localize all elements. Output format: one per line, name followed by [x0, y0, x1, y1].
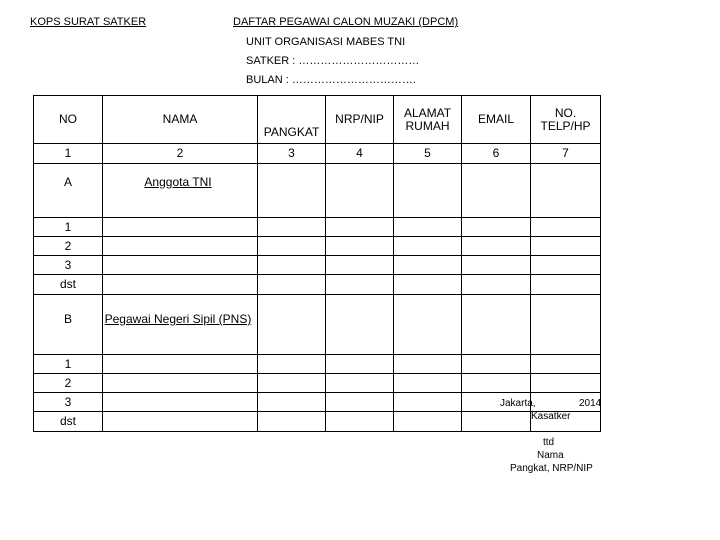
table-cell — [103, 256, 258, 275]
signature-role: Kasatker — [531, 411, 571, 422]
table-cell — [326, 218, 394, 237]
row-no: 3 — [34, 393, 103, 412]
col-number-7: 7 — [531, 144, 601, 164]
col-number-5: 5 — [394, 144, 462, 164]
col-number-2: 2 — [103, 144, 258, 164]
table-cell — [103, 237, 258, 256]
table-cell — [394, 355, 462, 374]
header-telp-line2: TELP/HP — [540, 118, 591, 133]
table-cell — [258, 164, 326, 218]
section-a-label: Anggota TNI — [144, 175, 212, 189]
table-cell — [531, 218, 601, 237]
table-row — [34, 256, 601, 275]
table-cell — [394, 164, 462, 218]
table-cell — [103, 412, 258, 432]
table-cell — [394, 275, 462, 295]
section-a-row — [34, 164, 601, 218]
table-cell — [326, 355, 394, 374]
table-cell — [326, 412, 394, 432]
table-cell — [326, 374, 394, 393]
header-email: EMAIL — [462, 96, 531, 144]
table-cell — [326, 256, 394, 275]
signature-rank: Pangkat, NRP/NIP — [510, 463, 593, 474]
table-cell — [462, 218, 531, 237]
dpcm-table — [33, 95, 601, 432]
header-telp — [531, 96, 601, 144]
table-cell — [258, 412, 326, 432]
table-cell — [258, 295, 326, 355]
col-number-4: 4 — [326, 144, 394, 164]
section-b-row — [34, 295, 601, 355]
table-cell — [462, 275, 531, 295]
table-cell — [531, 237, 601, 256]
bulan-field: BULAN : ……………………………. — [246, 74, 416, 86]
section-b-no: B — [34, 295, 103, 355]
kops-surat-satker: KOPS SURAT SATKER — [30, 16, 147, 28]
satker-field: SATKER : …………………………… — [246, 55, 420, 67]
table-cell — [258, 218, 326, 237]
table-cell — [531, 256, 601, 275]
signature-name: Nama — [537, 450, 564, 461]
table-cell — [258, 256, 326, 275]
section-a-no: A — [34, 164, 103, 218]
table-cell — [531, 374, 601, 393]
row-no: 2 — [34, 237, 103, 256]
header-alamat-rumah — [394, 96, 462, 144]
table-cell — [326, 237, 394, 256]
table-cell — [394, 218, 462, 237]
signature-ttd: ttd — [543, 437, 555, 448]
row-no: 3 — [34, 256, 103, 275]
header-nrp-nip: NRP/NIP — [326, 96, 394, 144]
column-number-row — [34, 144, 601, 164]
table-cell — [326, 295, 394, 355]
table-row — [34, 237, 601, 256]
row-no: 1 — [34, 218, 103, 237]
table-cell — [462, 237, 531, 256]
table-cell — [531, 295, 601, 355]
table-row — [34, 218, 601, 237]
row-no: 2 — [34, 374, 103, 393]
signature-year: 2014 — [579, 398, 602, 409]
unit-organisasi: UNIT ORGANISASI MABES TNI — [246, 36, 406, 48]
table-cell — [258, 393, 326, 412]
table-cell — [103, 355, 258, 374]
document-title: DAFTAR PEGAWAI CALON MUZAKI (DPCM) — [233, 16, 459, 28]
table-cell — [531, 164, 601, 218]
table-cell — [394, 237, 462, 256]
col-number-6: 6 — [462, 144, 531, 164]
header-alamat-line2: RUMAH — [405, 118, 450, 133]
table-row — [34, 355, 601, 374]
table-cell — [258, 275, 326, 295]
table-cell — [394, 374, 462, 393]
table-cell — [103, 374, 258, 393]
header-nama: NAMA — [103, 96, 258, 144]
section-b-cell — [103, 295, 258, 355]
header-no: NO — [34, 96, 103, 144]
table-cell — [462, 374, 531, 393]
section-b-label: Pegawai Negeri Sipil (PNS) — [104, 312, 252, 326]
section-a-cell — [103, 164, 258, 218]
table-cell — [394, 256, 462, 275]
table-cell — [531, 355, 601, 374]
table-row — [34, 275, 601, 295]
header-alamat-line1: ALAMAT — [403, 105, 452, 120]
table-cell — [326, 164, 394, 218]
table-cell — [394, 412, 462, 432]
table-cell — [394, 295, 462, 355]
table-cell — [462, 355, 531, 374]
table-cell — [103, 393, 258, 412]
table-cell — [462, 412, 531, 432]
row-no: dst — [34, 412, 103, 432]
table-cell — [394, 393, 462, 412]
table-cell — [258, 374, 326, 393]
table-cell — [103, 218, 258, 237]
row-no: dst — [34, 275, 103, 295]
header-row — [34, 96, 601, 144]
table-cell — [326, 393, 394, 412]
table-cell — [103, 275, 258, 295]
header-pangkat: PANGKAT — [258, 96, 326, 144]
table-row — [34, 374, 601, 393]
table-cell — [326, 275, 394, 295]
col-number-3: 3 — [258, 144, 326, 164]
table-cell — [462, 164, 531, 218]
col-number-1: 1 — [34, 144, 103, 164]
signature-place: Jakarta, — [500, 398, 536, 409]
table-cell — [258, 237, 326, 256]
row-no: 1 — [34, 355, 103, 374]
table-cell — [462, 256, 531, 275]
table-cell — [462, 295, 531, 355]
table-row — [34, 412, 601, 432]
header-telp-line1: NO. — [554, 105, 577, 120]
table-cell — [531, 275, 601, 295]
table-cell — [258, 355, 326, 374]
